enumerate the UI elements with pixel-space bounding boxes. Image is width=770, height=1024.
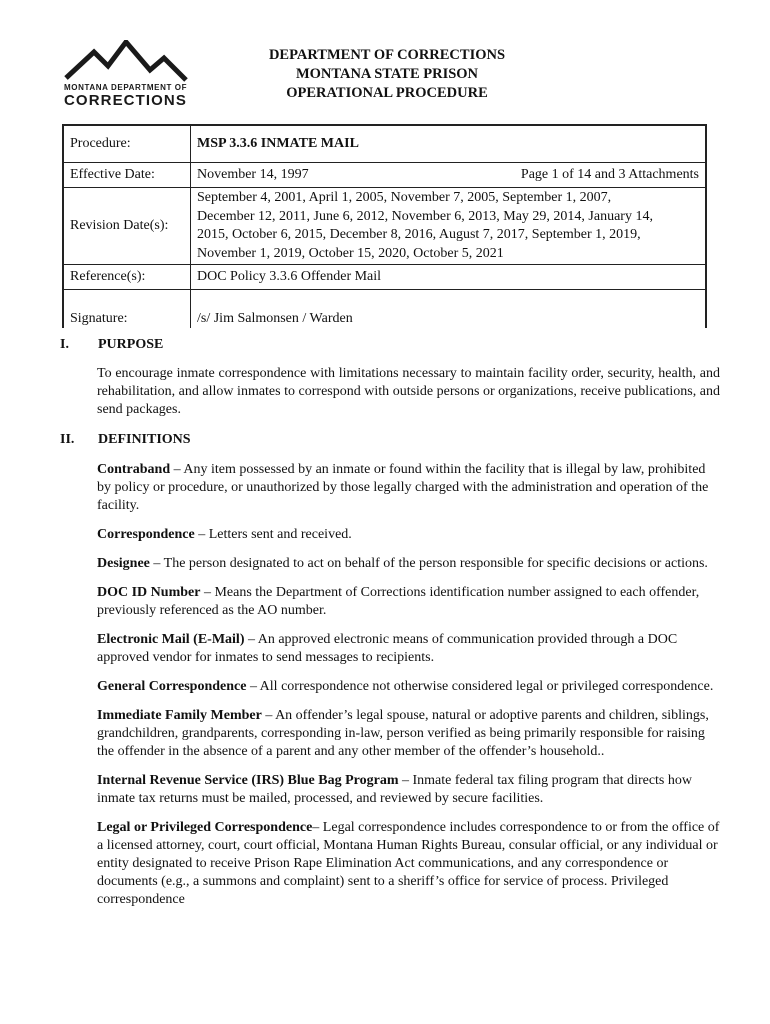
definition-text: – All correspondence not otherwise considered legal or privileged correspondence. <box>246 679 714 694</box>
definition-text: – Any item possessed by an inmate or found within the facility that is illegal by law, prohibited by policy or procedure, or unauthorized by those legally charged with the administration and operation of the facility. <box>97 462 709 513</box>
revision-dates-value <box>191 188 707 265</box>
purpose-title: PURPOSE <box>98 337 164 352</box>
definitions-title: DEFINITIONS <box>98 432 191 447</box>
references-value: DOC Policy 3.3.6 Offender Mail <box>191 265 707 290</box>
definition-text: – Legal correspondence includes correspondence to or from the office of a licensed attorney, court, court official, Montana Human Rights Bureau, consular official, or any individual or entity designated to receive Prison Rape Elimination Act communications, and any correspondence or documents (e.g., a summons and complaint) sent to a sheriff’s office for service of process. Privileged correspondence <box>97 820 720 907</box>
revision-dates-label: Revision Date(s): <box>63 188 191 265</box>
mountain-icon <box>64 40 188 82</box>
definition-term: General Correspondence <box>97 679 247 694</box>
effective-date-label: Effective Date: <box>63 163 191 188</box>
signature-value: /s/ Jim Salmonsen / Warden <box>191 290 707 329</box>
purpose-section <box>60 336 720 419</box>
purpose-heading <box>60 336 720 354</box>
procedure-info-table <box>62 124 707 328</box>
definition-term: Electronic Mail (E-Mail) <box>97 632 245 647</box>
purpose-text: To encourage inmate correspondence with limitations necessary to maintain facility order, security, health, and rehabilitation, and allow inmates to correspond with outside persons or organizations, receive publications, and send packages. <box>97 366 720 417</box>
definition-item <box>97 707 720 761</box>
definitions-list <box>60 461 720 909</box>
definition-term: Correspondence <box>97 527 195 542</box>
definition-text: – The person designated to act on behalf of the person responsible for specific decisions or actions. <box>149 556 708 571</box>
header-line3: OPERATIONAL PROCEDURE <box>286 85 488 101</box>
definition-text: – Means the Department of Corrections identification number assigned to each offender, previously referenced as the AO number. <box>97 585 700 618</box>
revision-line: 2015, October 6, 2015, December 8, 2016, August 7, 2017, September 1, 2019, <box>197 227 641 242</box>
logo-line2: CORRECTIONS <box>64 92 187 109</box>
definitions-number: II. <box>60 432 75 447</box>
definition-term: DOC ID Number <box>97 585 201 600</box>
definition-item <box>97 819 720 909</box>
procedure-row <box>63 125 706 163</box>
revision-line: September 4, 2001, April 1, 2005, November 7, 2005, September 1, 2007, <box>197 190 612 205</box>
page-info: Page 1 of 14 and 3 Attachments <box>520 166 699 182</box>
definition-text: – An approved electronic means of communication provided through a DOC approved vendor for inmates to send messages to recipients. <box>97 632 678 665</box>
definition-text: – An offender’s legal spouse, natural or adoptive parents and children, siblings, grandchildren, grandparents, corresponding in-law, person verified as being primarily responsible for raising the offender in the absence of a parent and any other member of the offender’s household.. <box>97 708 709 759</box>
doc-logo <box>64 40 188 110</box>
definition-item <box>97 584 720 620</box>
definitions-heading <box>60 431 720 449</box>
signature-label: Signature: <box>63 290 191 329</box>
definition-term: Internal Revenue Service (IRS) Blue Bag Program <box>97 773 399 788</box>
definition-item <box>97 772 720 808</box>
purpose-number: I. <box>60 337 69 352</box>
header-line1: DEPARTMENT OF CORRECTIONS <box>268 47 506 63</box>
definition-item <box>97 555 720 573</box>
header-line2: MONTANA STATE PRISON <box>295 66 479 82</box>
references-row <box>63 265 706 290</box>
procedure-label: Procedure: <box>63 125 191 163</box>
definition-item <box>97 461 720 515</box>
references-label: Reference(s): <box>63 265 191 290</box>
effective-date-value: November 14, 1997 <box>197 166 309 182</box>
procedure-value: MSP 3.3.6 INMATE MAIL <box>191 125 707 163</box>
revision-dates-row <box>63 188 706 265</box>
logo-line1: MONTANA DEPARTMENT OF <box>64 83 188 92</box>
definition-text: – Letters sent and received. <box>194 527 352 542</box>
signature-row <box>63 290 706 329</box>
definitions-section <box>60 431 720 920</box>
definition-term: Designee <box>97 556 150 571</box>
definition-term: Immediate Family Member <box>97 708 262 723</box>
revision-line: December 12, 2011, June 6, 2012, November 6, 2013, May 29, 2014, January 14, <box>197 208 653 224</box>
definition-item <box>97 678 720 696</box>
definition-item <box>97 526 720 544</box>
definition-term: Contraband <box>97 462 171 477</box>
definition-term: Legal or Privileged Correspondence <box>97 820 313 835</box>
definition-item <box>97 631 720 667</box>
effective-date-row <box>63 163 706 188</box>
definition-text: – Inmate federal tax filing program that directs how inmate tax returns must be mailed, processed, and reviewed by secure facilities. <box>97 773 692 806</box>
revision-line: November 1, 2019, October 15, 2020, October 5, 2021 <box>197 245 504 261</box>
document-header <box>220 46 554 103</box>
